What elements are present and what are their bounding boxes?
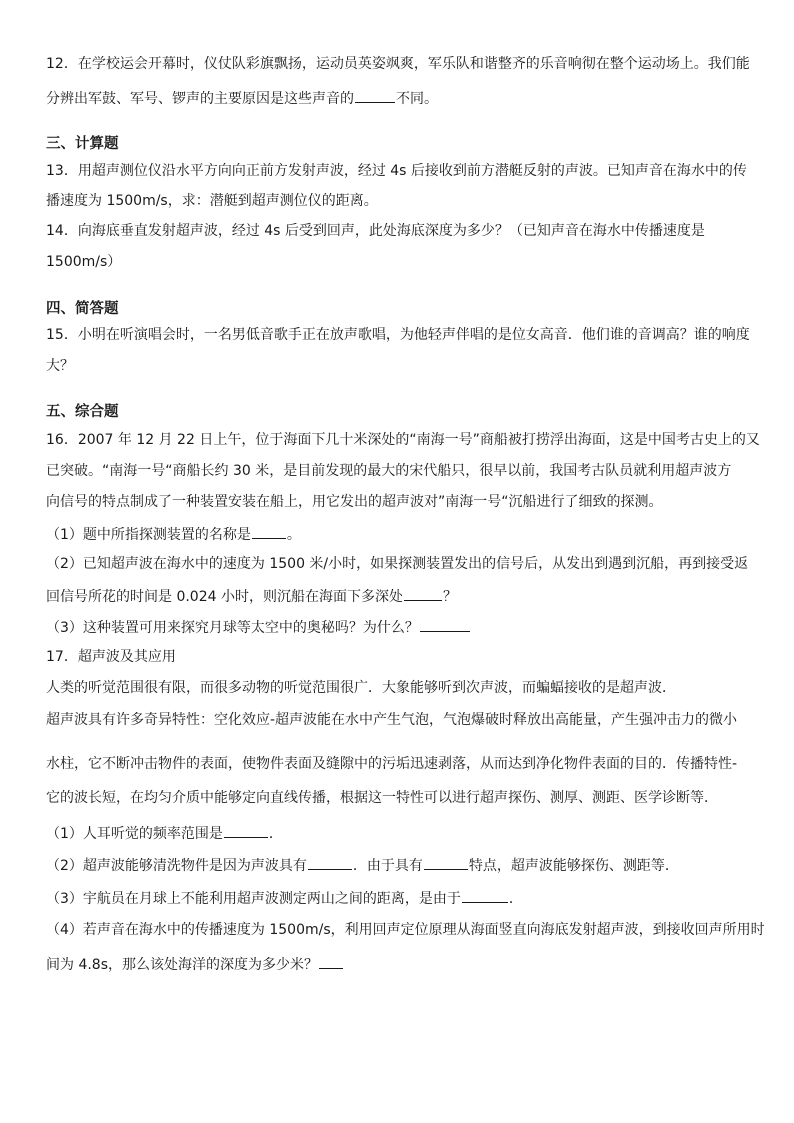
q16-p1-answer-blank[interactable]: [252, 523, 286, 539]
q16-part-2-line-1: （2）已知超声波在海水中的速度为 1500 米/小时，如果探测装置发出的信号后，从发出到遇到沉船，再到接受返: [46, 556, 749, 572]
q12-answer-blank[interactable]: [355, 87, 395, 103]
q17-paragraph-2-line-1: 超声波具有许多奇异特性：空化效应-超声波能在水中产生气泡，气泡爆破时释放出高能量，产生强冲击力的微小: [46, 712, 738, 728]
q16-line-2: 已突破。“南海一号“商船长约 30 米，是目前发现的最大的宋代船只，很早以前，我国考古队员就利用超声波方: [46, 463, 732, 479]
q12-text-b: 不同。: [396, 91, 438, 107]
q17-p2-text-c: 特点，超声波能够探伤、测距等．: [468, 858, 679, 874]
q14-line-1: 14．向海底垂直发射超声波，经过 4s 后受到回声，此处海底深度为多少？（已知声音在海水中传播速度是: [46, 223, 705, 239]
q17-p1-answer-blank[interactable]: [224, 822, 268, 838]
q17-part-4-line-1: （4）若声音在海水中的传播速度为 1500m/s，利用回声定位原理从海面竖直向海底发射超声波，到接收回声所用时: [46, 922, 765, 938]
q16-p1-text-a: （1）题中所指探测装置的名称是: [46, 527, 251, 543]
q17-p2-answer-blank-2[interactable]: [424, 854, 468, 870]
q16-line-1: 16．2007 年 12 月 22 日上午，位于海面下几十米深处的“南海一号”商船被打捞浮出海面，这是中国考古史上的又: [46, 432, 760, 448]
q17-paragraph-1: 人类的听觉范围很有限，而很多动物的听觉范围很广．大象能够听到次声波，而蝙蝠接收的是超声波．: [46, 680, 676, 696]
q17-p1-text-b: ．: [268, 826, 283, 842]
q17-part-3: [46, 887, 766, 909]
q17-p4-answer-blank[interactable]: [319, 953, 343, 969]
q16-p2-answer-blank[interactable]: [404, 585, 442, 601]
q17-p4-text-a: 间为 4.8s，那么该处海洋的深度为多少米？: [46, 957, 319, 973]
q17-title: 17．超声波及其应用: [46, 649, 176, 665]
q17-p2-text-a: （2）超声波能够清洗物件是因为声波具有: [46, 858, 307, 874]
q16-part-3: [46, 616, 766, 638]
q17-p2-text-b: ．由于具有: [352, 858, 423, 874]
q16-part-2-line-2: [46, 585, 766, 607]
q17-part-4-line-2: [46, 953, 766, 975]
q17-p3-text-a: （3）宇航员在月球上不能利用超声波测定两山之间的距离，是由于: [46, 891, 461, 907]
q17-p3-text-b: ．: [508, 891, 523, 907]
q16-p3-text-a: （3）这种装置可用来探究月球等太空中的奥秘吗？为什么？: [46, 620, 419, 636]
q12-line-1: 12．在学校运会开幕时，仪仗队彩旗飘扬，运动员英姿飒爽，军乐队和谐整齐的乐音响彻在整个运动场上。我们能: [46, 56, 750, 72]
q16-p2-text-b: ？: [442, 589, 457, 605]
q16-p1-text-b: 。: [286, 527, 301, 543]
q16-p2-text-a: 回信号所花的时间是 0.024 小时，则沉船在海面下多深处: [46, 589, 403, 605]
q17-part-1: [46, 822, 766, 844]
q17-paragraph-2-line-2: 水柱，它不断冲击物件的表面，使物件表面及缝隙中的污垢迅速剥落，从而达到净化物件表面的目的．传播特性-: [46, 756, 738, 772]
q16-part-1: [46, 523, 766, 545]
q15-line-2: 大？: [46, 358, 74, 374]
q16-line-3: 向信号的特点制成了一种装置安装在船上，用它发出的超声波对”南海一号“沉船进行了细致的探测。: [46, 494, 663, 510]
q15-line-1: 15．小明在听演唱会时，一名男低音歌手正在放声歌唱，为他轻声伴唱的是位女高音．他们谁的音调高？谁的响度: [46, 327, 750, 343]
q13-line-2: 播速度为 1500m/s，求：潜艇到超声测位仪的距离。: [46, 193, 378, 209]
q17-p1-text-a: （1）人耳听觉的频率范围是: [46, 826, 223, 842]
section-5-heading: 五、综合题: [46, 404, 119, 420]
q16-p3-answer-blank[interactable]: [420, 616, 470, 632]
q17-p2-answer-blank-1[interactable]: [308, 854, 352, 870]
q17-part-2: [46, 854, 766, 876]
q12-line-2: [46, 87, 766, 109]
section-4-heading: 四、简答题: [46, 301, 119, 317]
q12-text-a: 分辨出军鼓、军号、锣声的主要原因是这些声音的: [46, 91, 354, 107]
q17-paragraph-2-line-3: 它的波长短，在均匀介质中能够定向直线传播，根据这一特性可以进行超声探伤、测厚、测距、医学诊断等．: [46, 790, 718, 806]
section-3-heading: 三、计算题: [46, 136, 119, 152]
q13-line-1: 13．用超声测位仪沿水平方向向正前方发射声波，经过 4s 后接收到前方潜艇反射的声波。已知声音在海水中的传: [46, 163, 747, 179]
q14-line-2: 1500m/s）: [46, 254, 122, 270]
q17-p3-answer-blank[interactable]: [462, 887, 508, 903]
